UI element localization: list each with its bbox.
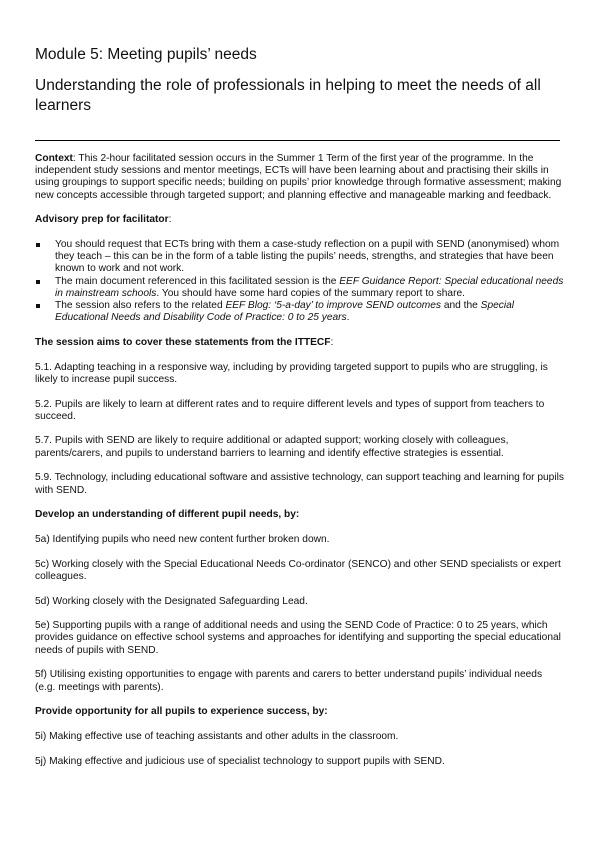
advisory-heading-colon: : (168, 214, 172, 226)
send-code-of-practice-title: Special Educational Needs and Disability Code of Practice: 0 to 25 years (55, 300, 515, 324)
advisory-bullet-1-text: You should request that ECTs bring with them a case-study reflection on a pupil with SEND (anonymised) whom they teach – this can be in the form of a table listing the pupils’ needs, strengths, and strategies that have been known to work and not work. (55, 239, 560, 275)
advisory-heading-text: Advisory prep for facilitator (35, 214, 169, 226)
advisory-bullet-2-post: . You should have some hard copies of the summary report to share. (156, 287, 465, 299)
eef-blog-title: EEF Blog: ‘5-a-day’ to improve SEND outcomes (225, 300, 441, 312)
list-item (35, 276, 565, 300)
advisory-heading (35, 214, 565, 226)
advisory-bullet-3-pre: The session also refers to the related (55, 300, 226, 312)
module-subtitle: Understanding the role of professionals in helping to meet the needs of all learners (35, 77, 541, 114)
ittecf-statement-5-7: 5.7. Pupils with SEND are likely to require additional or adapted support; working closely with colleagues, parents/carers, and pupils to understand barriers to learning and identify effective strategies is essential. (35, 435, 509, 459)
aims-heading-colon: : (330, 336, 334, 348)
aims-heading-text: The session aims to cover these statements from the ITTECF (35, 336, 331, 348)
develop-item-5f: 5f) Utilising existing opportunities to engage with parents and carers to better understand pupils’ individual needs (e.g. meetings with parents). (35, 669, 543, 693)
eef-guidance-report-title: EEF Guidance Report: Special educational needs in mainstream schools (55, 275, 564, 299)
advisory-bullet-3-post: . (346, 312, 350, 324)
module-title: Module 5: Meeting pupils’ needs (35, 46, 257, 63)
context-text: : This 2-hour facilitated session occurs in the Summer 1 Term of the first year of the programme. In the independent study sessions and mentor meetings, ECTs will have been learning about and practising their skills in using groupings to support specific needs; building on pupils’ prior knowledge through formative assessment; making new concepts accessible through targeted support; and planning effective and manageable marking and feedback. (35, 153, 562, 201)
ittecf-statement-5-1: 5.1. Adapting teaching in a responsive way, including by providing targeted support to pupils who are struggling, is likely to increase pupil success. (35, 361, 548, 385)
list-item (35, 300, 565, 324)
square-bullet-icon (36, 304, 40, 308)
square-bullet-icon (36, 280, 40, 284)
develop-item-5d: 5d) Working closely with the Designated Safeguarding Lead. (35, 595, 308, 607)
provide-heading: Provide opportunity for all pupils to experience success, by: (35, 706, 328, 718)
aims-heading (35, 337, 565, 349)
advisory-bullet-list (35, 239, 565, 324)
develop-item-5e: 5e) Supporting pupils with a range of additional needs and using the SEND Code of Practice: 0 to 25 years, which provides guidance on effective school systems and approaches for identifying and supporting the special educational needs of pupils with SEND. (35, 620, 561, 656)
develop-item-5a: 5a) Identifying pupils who need new content further broken down. (35, 533, 330, 545)
context-paragraph (35, 153, 565, 202)
context-label: Context (35, 153, 73, 164)
develop-heading: Develop an understanding of different pupil needs, by: (35, 509, 300, 521)
advisory-bullet-3-mid: and the (441, 300, 481, 312)
ittecf-statement-5-2: 5.2. Pupils are likely to learn at different rates and to require different levels and types of support from teachers to succeed. (35, 398, 545, 422)
advisory-bullet-2-pre: The main document referenced in this facilitated session is the (55, 275, 340, 287)
provide-item-5i: 5i) Making effective use of teaching assistants and other adults in the classroom. (35, 731, 399, 742)
develop-item-5c: 5c) Working closely with the Special Educational Needs Co-ordinator (SENCO) and other SEND specialists or expert colleagues. (35, 558, 561, 582)
square-bullet-icon (36, 243, 40, 247)
ittecf-statement-5-9: 5.9. Technology, including educational software and assistive technology, can support teaching and learning for pupils with SEND. (35, 472, 564, 496)
header-divider (35, 140, 560, 141)
provide-item-5j: 5j) Making effective and judicious use of specialist technology to support pupils with SEND. (35, 755, 445, 767)
document-body (35, 153, 565, 780)
list-item (35, 239, 565, 276)
